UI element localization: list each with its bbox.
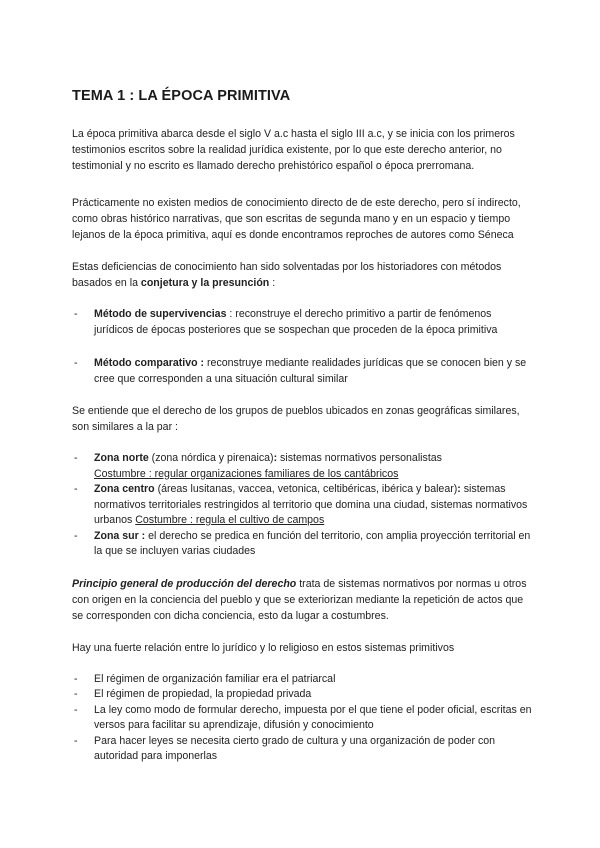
list-item-metodo-supervivencias: - Método de supervivencias : reconstruye el derecho primitivo a partir de fenómenos jurídicos de épocas posteriores que se sospechan que proceden de la época primitiva — [72, 307, 532, 338]
costumbre-centro: Costumbre : regula el cultivo de campos — [135, 514, 325, 526]
page-title: TEMA 1 : LA ÉPOCA PRIMITIVA — [72, 88, 291, 104]
list-item-metodo-comparativo: - Método comparativo : reconstruye mediante realidades jurídicas que se conocen bien y se cree que corresponden a una situación cultural similar — [72, 356, 532, 387]
methods-intro-paragraph: Estas deficiencias de conocimiento han sido solventadas por los historiadores con métodos basados en la conjetura y la presunción : — [72, 261, 502, 289]
list-item: - Para hacer leyes se necesita cierto grado de cultura y una organización de poder con autoridad para imponerlas — [72, 734, 532, 765]
knowledge-paragraph: Prácticamente no existen medios de conocimiento directo de de este derecho, pero sí indirecto, como obras histórico narrativas, que son escritas de segunda mano y en un espacio y tiempo lejanos de la época primitiva, aquí es donde encontramos reproches de autores como Séneca — [72, 197, 521, 241]
religion-paragraph: Hay una fuerte relación entre lo jurídico y lo religioso en estos sistemas primitivos — [72, 641, 455, 654]
intro-paragraph: La época primitiva abarca desde el siglo V a.c hasta el siglo III a.c, y se inicia con los primeros testimonios escritos sobre la realidad jurídica existente, por lo que este derecho anterior, no testimonial y no escrito es llamado derecho prehistórico español o época prerromana. — [72, 128, 515, 172]
methods-bold-phrase: conjetura y la presunción — [140, 277, 270, 289]
list-item: - El régimen de propiedad, la propiedad privada — [72, 687, 532, 703]
zones-intro-paragraph: Se entiende que el derecho de los grupos de pueblos ubicados en zonas geográficas similares, son similares a la par : — [72, 405, 520, 433]
costumbre-norte: Costumbre : regular organizaciones familiares de los cantábricos — [94, 467, 399, 480]
relations-list — [72, 672, 532, 765]
document-page — [72, 88, 532, 781]
methods-list — [72, 307, 532, 387]
zones-list — [72, 451, 532, 560]
list-item: - La ley como modo de formular derecho, impuesta por el que tiene el poder oficial, escritas en versos para facilitar su aprendizaje, difusión y conocimiento — [72, 703, 532, 734]
list-item-zona-sur: - Zona sur : el derecho se predica en función del territorio, con amplia proyección territorial en la que se incluyen varias ciudades — [72, 529, 532, 560]
list-item: - El régimen de organización familiar era el patriarcal — [72, 672, 532, 688]
list-item-zona-centro: - Zona centro (áreas lusitanas, vaccea, vetonica, celtibéricas, ibérica y balear): sistemas normativos territoriales restringidos al territorio que domina una ciudad, sistemas normativos urbanos Costumbre : regula el cultivo de campos — [72, 482, 532, 529]
list-item-zona-norte: - Zona norte (zona nórdica y pirenaica): sistemas normativos personalistas Costumbre : regular organizaciones familiares de los cantábricos — [72, 451, 532, 482]
principle-term: Principio general de producción del derecho — [72, 577, 297, 590]
principle-paragraph: Principio general de producción del derecho trata de sistemas normativos por normas u otros con origen en la conciencia del pueblo y que se exteriorizan mediante la repetición de actos que se corresponden con dicha conciencia, esto da lugar a costumbres. — [72, 577, 527, 622]
